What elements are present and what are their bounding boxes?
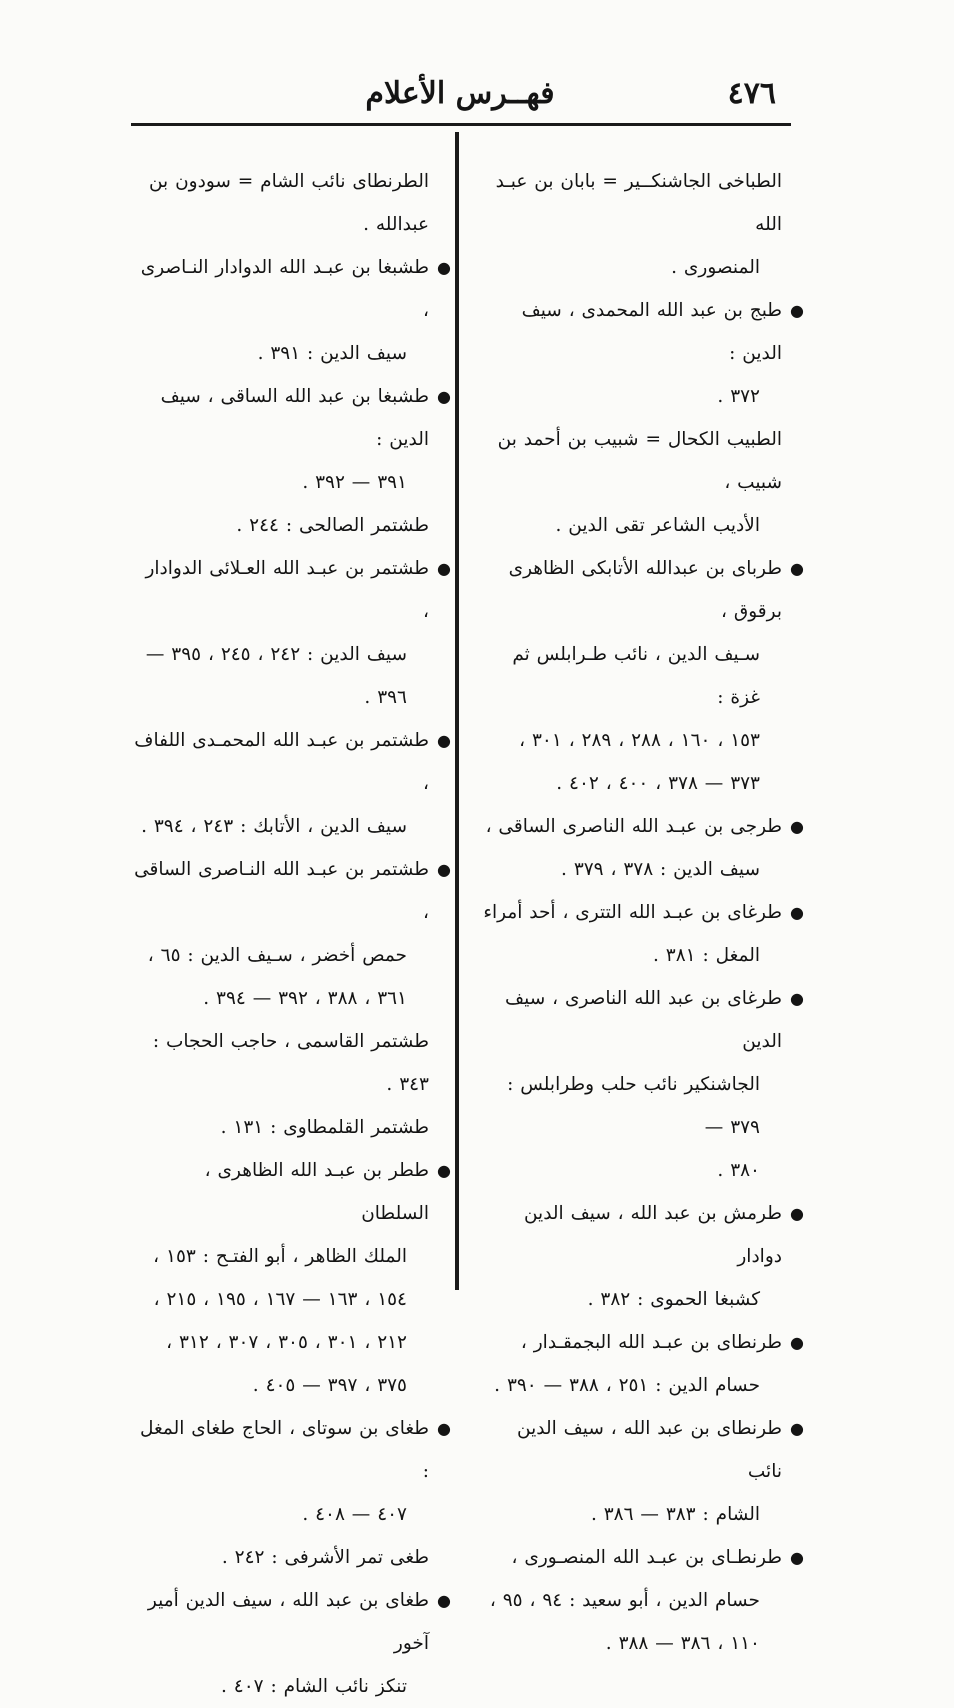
right-column xyxy=(482,160,804,1665)
entry-continuation-line: حمص أخضر ، سـيف الدين : ٦٥ ، xyxy=(147,945,407,966)
index-entry xyxy=(134,375,451,504)
bullet-icon: ● xyxy=(437,387,451,406)
entry-heading-line: طغاى بن سوتاى ، الحاج طغاى المغل : xyxy=(139,1418,429,1482)
entry-heading-line: طشبغا بن عبد الله الساقى ، سيف الدين : xyxy=(160,386,429,450)
entry-heading-line: طرنطاى بن عبد الله ، سيف الدين نائب xyxy=(517,1418,782,1482)
bullet-icon: ● xyxy=(437,1419,451,1438)
entry-continuation-line: ٣٦١ ، ٣٨٨ ، ٣٩٢ — ٣٩٤ . xyxy=(203,988,407,1009)
entry-heading-line: الطرنطاى نائب الشام = سودون بن عبدالله . xyxy=(148,171,429,235)
entry-heading-line: طرجى بن عبـد الله الناصرى الساقى ، xyxy=(485,816,782,837)
page-number: ٤٧٦ xyxy=(727,76,776,111)
entry-continuation-line: كشبغا الحموى : ٣٨٢ . xyxy=(587,1289,760,1310)
entry-continuation-line: الملك الظاهر ، أبو الفتـح : ١٥٣ ، xyxy=(153,1246,407,1267)
entry-continuation-line: ٣٩١ — ٣٩٢ . xyxy=(302,472,407,493)
index-entry xyxy=(134,1579,451,1708)
entry-continuation-line: ٣٧٥ ، ٣٩٧ — ٤٠٥ . xyxy=(252,1375,407,1396)
entry-heading-line: الطباخى الجاشنكــير = بابان بن عبـد الله xyxy=(495,171,782,235)
index-entry xyxy=(134,246,451,375)
index-entry xyxy=(482,1407,804,1536)
bullet-icon: ● xyxy=(437,860,451,879)
entry-heading-line: طغاى بن عبد الله ، سيف الدين أمير آخور xyxy=(147,1590,429,1654)
entry-heading-line: طشتمر القاسمى ، حاجب الحجاب : ٣٤٣ . xyxy=(152,1031,429,1095)
index-entry xyxy=(134,1106,429,1149)
entry-continuation-line: ١٥٣ ، ١٦٠ ، ٢٨٨ ، ٢٨٩ ، ٣٠١ ، xyxy=(519,730,760,751)
index-entry xyxy=(482,160,782,289)
page-header xyxy=(130,72,790,120)
entry-continuation-line: سيف الدين : ٣٩١ . xyxy=(257,343,407,364)
index-entry xyxy=(134,1536,429,1579)
index-entry xyxy=(482,418,782,547)
entry-continuation-line: ١١٠ ، ٣٨٦ — ٣٨٨ . xyxy=(605,1633,760,1654)
entry-continuation-line: سيف الدين ، الأتابك : ٢٤٣ ، ٣٩٤ . xyxy=(141,816,407,837)
entry-heading-line: طرمش بن عبد الله ، سيف الدين دوادار xyxy=(523,1203,782,1267)
header-rule xyxy=(131,123,791,126)
entry-continuation-line: ١٥٤ ، ١٦٣ — ١٦٧ ، ١٩٥ ، ٢١٥ ، xyxy=(153,1289,407,1310)
bullet-icon: ● xyxy=(790,301,804,320)
left-column xyxy=(134,160,451,1708)
bullet-icon: ● xyxy=(790,1548,804,1567)
entry-heading-line: ططر بن عبـد الله الظاهرى ، السلطان xyxy=(204,1160,429,1224)
entry-heading-line: الطبيب الكحال = شبيب بن أحمد بن شبيب ، xyxy=(497,429,782,493)
index-entry xyxy=(482,1536,804,1665)
entry-heading-line: طغى تمر الأشرفى : ٢٤٢ . xyxy=(221,1547,429,1568)
entry-continuation-line: ٣٨٠ . xyxy=(717,1160,760,1181)
index-entry xyxy=(482,977,804,1192)
entry-heading-line: طرنطـاى بن عبـد الله المنصـورى ، xyxy=(511,1547,782,1568)
index-entry xyxy=(482,1321,804,1407)
entry-heading-line: طشتمر بن عبـد الله العـلائى الدوادار ، xyxy=(145,558,429,622)
bullet-icon: ● xyxy=(437,559,451,578)
entry-heading-line: طشتمر الصالحى : ٢٤٤ . xyxy=(236,515,429,536)
entry-continuation-line: تنكز نائب الشام : ٤٠٧ . xyxy=(221,1676,407,1697)
bullet-icon: ● xyxy=(790,989,804,1008)
index-entry xyxy=(134,719,451,848)
entry-continuation-line: ٣٩٦ . xyxy=(364,687,407,708)
index-entry xyxy=(134,1407,451,1536)
index-entry xyxy=(134,1149,451,1407)
entry-heading-line: طرباى بن عبدالله الأتابكى الظاهرى برقوق ، xyxy=(508,558,782,622)
index-entry xyxy=(482,1192,804,1321)
entry-continuation-line: ٤٠٧ — ٤٠٨ . xyxy=(302,1504,407,1525)
index-entry xyxy=(134,160,429,246)
index-entry xyxy=(134,1020,429,1106)
entry-heading-line: طرغاى بن عبد الله الناصرى ، سيف الدين xyxy=(505,988,782,1052)
bullet-icon: ● xyxy=(437,731,451,750)
column-divider xyxy=(455,132,459,1290)
entry-continuation-line: ٣٧٣ — ٣٧٨ ، ٤٠٠ ، ٤٠٢ . xyxy=(556,773,760,794)
entry-continuation-line: سيف الدين : ٣٧٨ ، ٣٧٩ . xyxy=(561,859,760,880)
index-entry xyxy=(482,805,804,891)
entry-continuation-line: الشام : ٣٨٣ — ٣٨٦ . xyxy=(590,1504,760,1525)
index-entry xyxy=(134,547,451,719)
bullet-icon: ● xyxy=(437,258,451,277)
entry-continuation-line: حسام الدين : ٢٥١ ، ٣٨٨ — ٣٩٠ . xyxy=(494,1375,760,1396)
entry-continuation-line: سـيف الدين ، نائب طـرابلس ثم غزة : xyxy=(512,644,760,708)
entry-heading-line: طشبغا بن عبـد الله الدوادار النـاصرى ، xyxy=(140,257,429,321)
bullet-icon: ● xyxy=(790,559,804,578)
index-entry xyxy=(482,289,804,418)
entry-heading-line: طشتمر بن عبـد الله المحمـدى اللفاف ، xyxy=(134,730,429,794)
entry-continuation-line: الجاشنكير نائب حلب وطرابلس : ٣٧٩ — xyxy=(507,1074,760,1138)
entry-heading-line: طرنطاى بن عبـد الله البجمقـدار ، xyxy=(520,1332,782,1353)
bullet-icon: ● xyxy=(790,1419,804,1438)
page-title: فهــرس الأعلام xyxy=(365,76,555,111)
bullet-icon: ● xyxy=(790,1333,804,1352)
entry-continuation-line: المنصورى . xyxy=(671,257,760,278)
entry-heading-line: طبج بن عبد الله المحمدى ، سيف الدين : xyxy=(521,300,782,364)
bullet-icon: ● xyxy=(790,817,804,836)
bullet-icon: ● xyxy=(790,1204,804,1223)
bullet-icon: ● xyxy=(790,903,804,922)
entry-heading-line: طشتمر القلمطاوى : ١٣١ . xyxy=(220,1117,429,1138)
index-entry xyxy=(134,848,451,1020)
bullet-icon: ● xyxy=(437,1591,451,1610)
index-entry xyxy=(134,504,429,547)
entry-heading-line: طرغاى بن عبـد الله التترى ، أحد أمراء xyxy=(483,902,782,923)
bullet-icon: ● xyxy=(437,1161,451,1180)
index-entry xyxy=(482,547,804,805)
entry-continuation-line: سيف الدين : ٢٤٢ ، ٢٤٥ ، ٣٩٥ — xyxy=(145,644,407,665)
index-entry xyxy=(482,891,804,977)
entry-continuation-line: ٢١٢ ، ٣٠١ ، ٣٠٥ ، ٣٠٧ ، ٣١٢ ، xyxy=(166,1332,407,1353)
entry-continuation-line: ٣٧٢ . xyxy=(717,386,760,407)
entry-continuation-line: المغل : ٣٨١ . xyxy=(653,945,760,966)
entry-heading-line: طشتمر بن عبـد الله النـاصرى الساقى ، xyxy=(134,859,429,923)
entry-continuation-line: الأديب الشاعر تقى الدين . xyxy=(555,515,760,536)
entry-continuation-line: حسام الدين ، أبو سعيد : ٩٤ ، ٩٥ ، xyxy=(489,1590,760,1611)
